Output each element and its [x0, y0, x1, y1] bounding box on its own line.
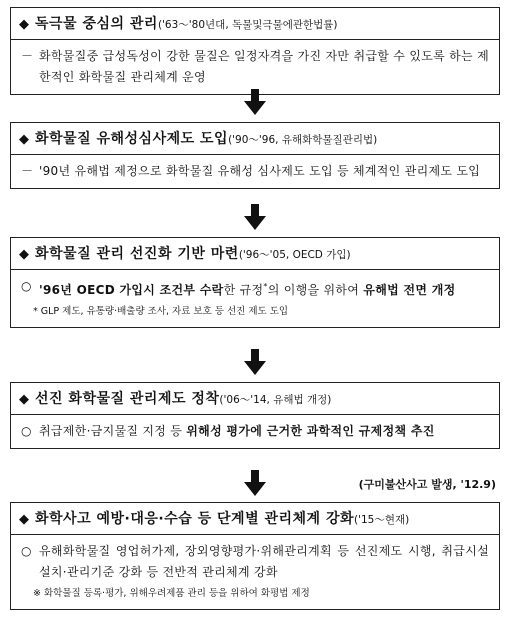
stage-4-text-part: 취급제한·금지물질 지정 등: [39, 424, 187, 438]
stage-4-item-text: [39, 421, 489, 442]
stage-4-title: [11, 383, 499, 415]
stage-2-box: [10, 122, 500, 189]
down-arrow-icon: [244, 89, 266, 115]
stage-4-item: [21, 421, 489, 442]
stage-1-title-sub: ('63～'80년대, 독물및극물에관한법률): [157, 19, 338, 31]
down-arrow-icon: [244, 204, 266, 230]
stage-3-footnote: * GLP 제도, 유통량·배출량 조사, 자료 보호 등 선진 제도 도입: [33, 306, 289, 317]
stage-1-item: [21, 46, 489, 88]
stage-5-title-sub: ('15～현재): [354, 514, 410, 526]
stage-3-text-part: 한 규정: [223, 283, 264, 297]
stage-3-title: [11, 238, 499, 270]
stage-4-box: [10, 382, 500, 449]
stage-3-title-sub: ('96～'05, OECD 가입): [238, 249, 351, 261]
diamond-icon: ◆: [19, 132, 29, 147]
stage-5-title-main: 화학사고 예방·대응·수습 등 단계별 관리체계 강화: [35, 511, 354, 527]
dash-bullet: －: [21, 49, 34, 63]
down-arrow-icon: [244, 470, 266, 496]
stage-1-title-main: 독극물 중심의 관리: [35, 16, 158, 32]
stage-2-title: [11, 123, 499, 155]
stage-5-box: [10, 502, 500, 610]
circle-bullet: ○: [21, 279, 32, 293]
stage-2-item-text: '90년 유해법 제정으로 화학물질 유해성 심사제도 도입 등 체계적인 관리제도 도입: [39, 164, 481, 178]
diamond-icon: ◆: [19, 17, 29, 32]
stage-3-box: [10, 237, 500, 328]
down-arrow-icon: [244, 349, 266, 375]
diamond-icon: ◆: [19, 512, 29, 527]
dash-bullet: －: [21, 164, 34, 178]
stage-1-title: [11, 8, 499, 40]
stage-5-footnote: ※ 화학물질 등록·평가, 위해우려제품 관리 등을 위하여 화평법 제정: [33, 588, 310, 599]
stage-2-title-sub: ('90～'96, 유해화학물질관리법): [228, 134, 378, 146]
footnote-marker: *: [263, 282, 268, 291]
diamond-icon: ◆: [19, 247, 29, 262]
stage-4-title-sub: ('06～'14, 유해법 개정): [219, 394, 332, 406]
stage-3-item-text: [39, 276, 489, 301]
stage-3-item: [21, 276, 489, 301]
stage-3-text-part: '96년 OECD 가입시 조건부 수락: [39, 283, 224, 297]
stage-2-title-main: 화학물질 유해성심사제도 도입: [35, 131, 229, 147]
diamond-icon: ◆: [19, 392, 29, 407]
stage-4-text-part: 위해성 평가에 근거한 과학적인 규제정책 추진: [186, 424, 435, 438]
circle-bullet: ○: [21, 544, 32, 558]
stage-3-title-main: 화학물질 관리 선진화 기반 마련: [35, 246, 239, 262]
stage-5-item-text: 유해화학물질 영업허가제, 장외영향평가·위해관리계획 등 선진제도 시행, 취급시설 설치·관리기준 강화 등 전반적 관리체계 강화: [39, 544, 489, 579]
stage-3-text-part: 유해법 전면 개정: [363, 283, 456, 297]
circle-bullet: ○: [21, 424, 32, 438]
event-label: (구미불산사고 발생, '12.9): [358, 478, 496, 491]
stage-1-box: [10, 7, 500, 95]
stage-1-item-text: 화학물질중 급성독성이 강한 물질은 일정자격을 가진 자만 취급할 수 있도록 하는 제한적인 화학물질 관리체계 운영: [39, 49, 489, 84]
stage-4-title-main: 선진 화학물질 관리제도 정착: [35, 391, 220, 407]
stage-5-title: [11, 503, 499, 535]
stage-2-item: [21, 161, 489, 182]
stage-3-text-part: 의 이행을 위하여: [267, 283, 364, 297]
stage-5-item: [21, 541, 489, 583]
